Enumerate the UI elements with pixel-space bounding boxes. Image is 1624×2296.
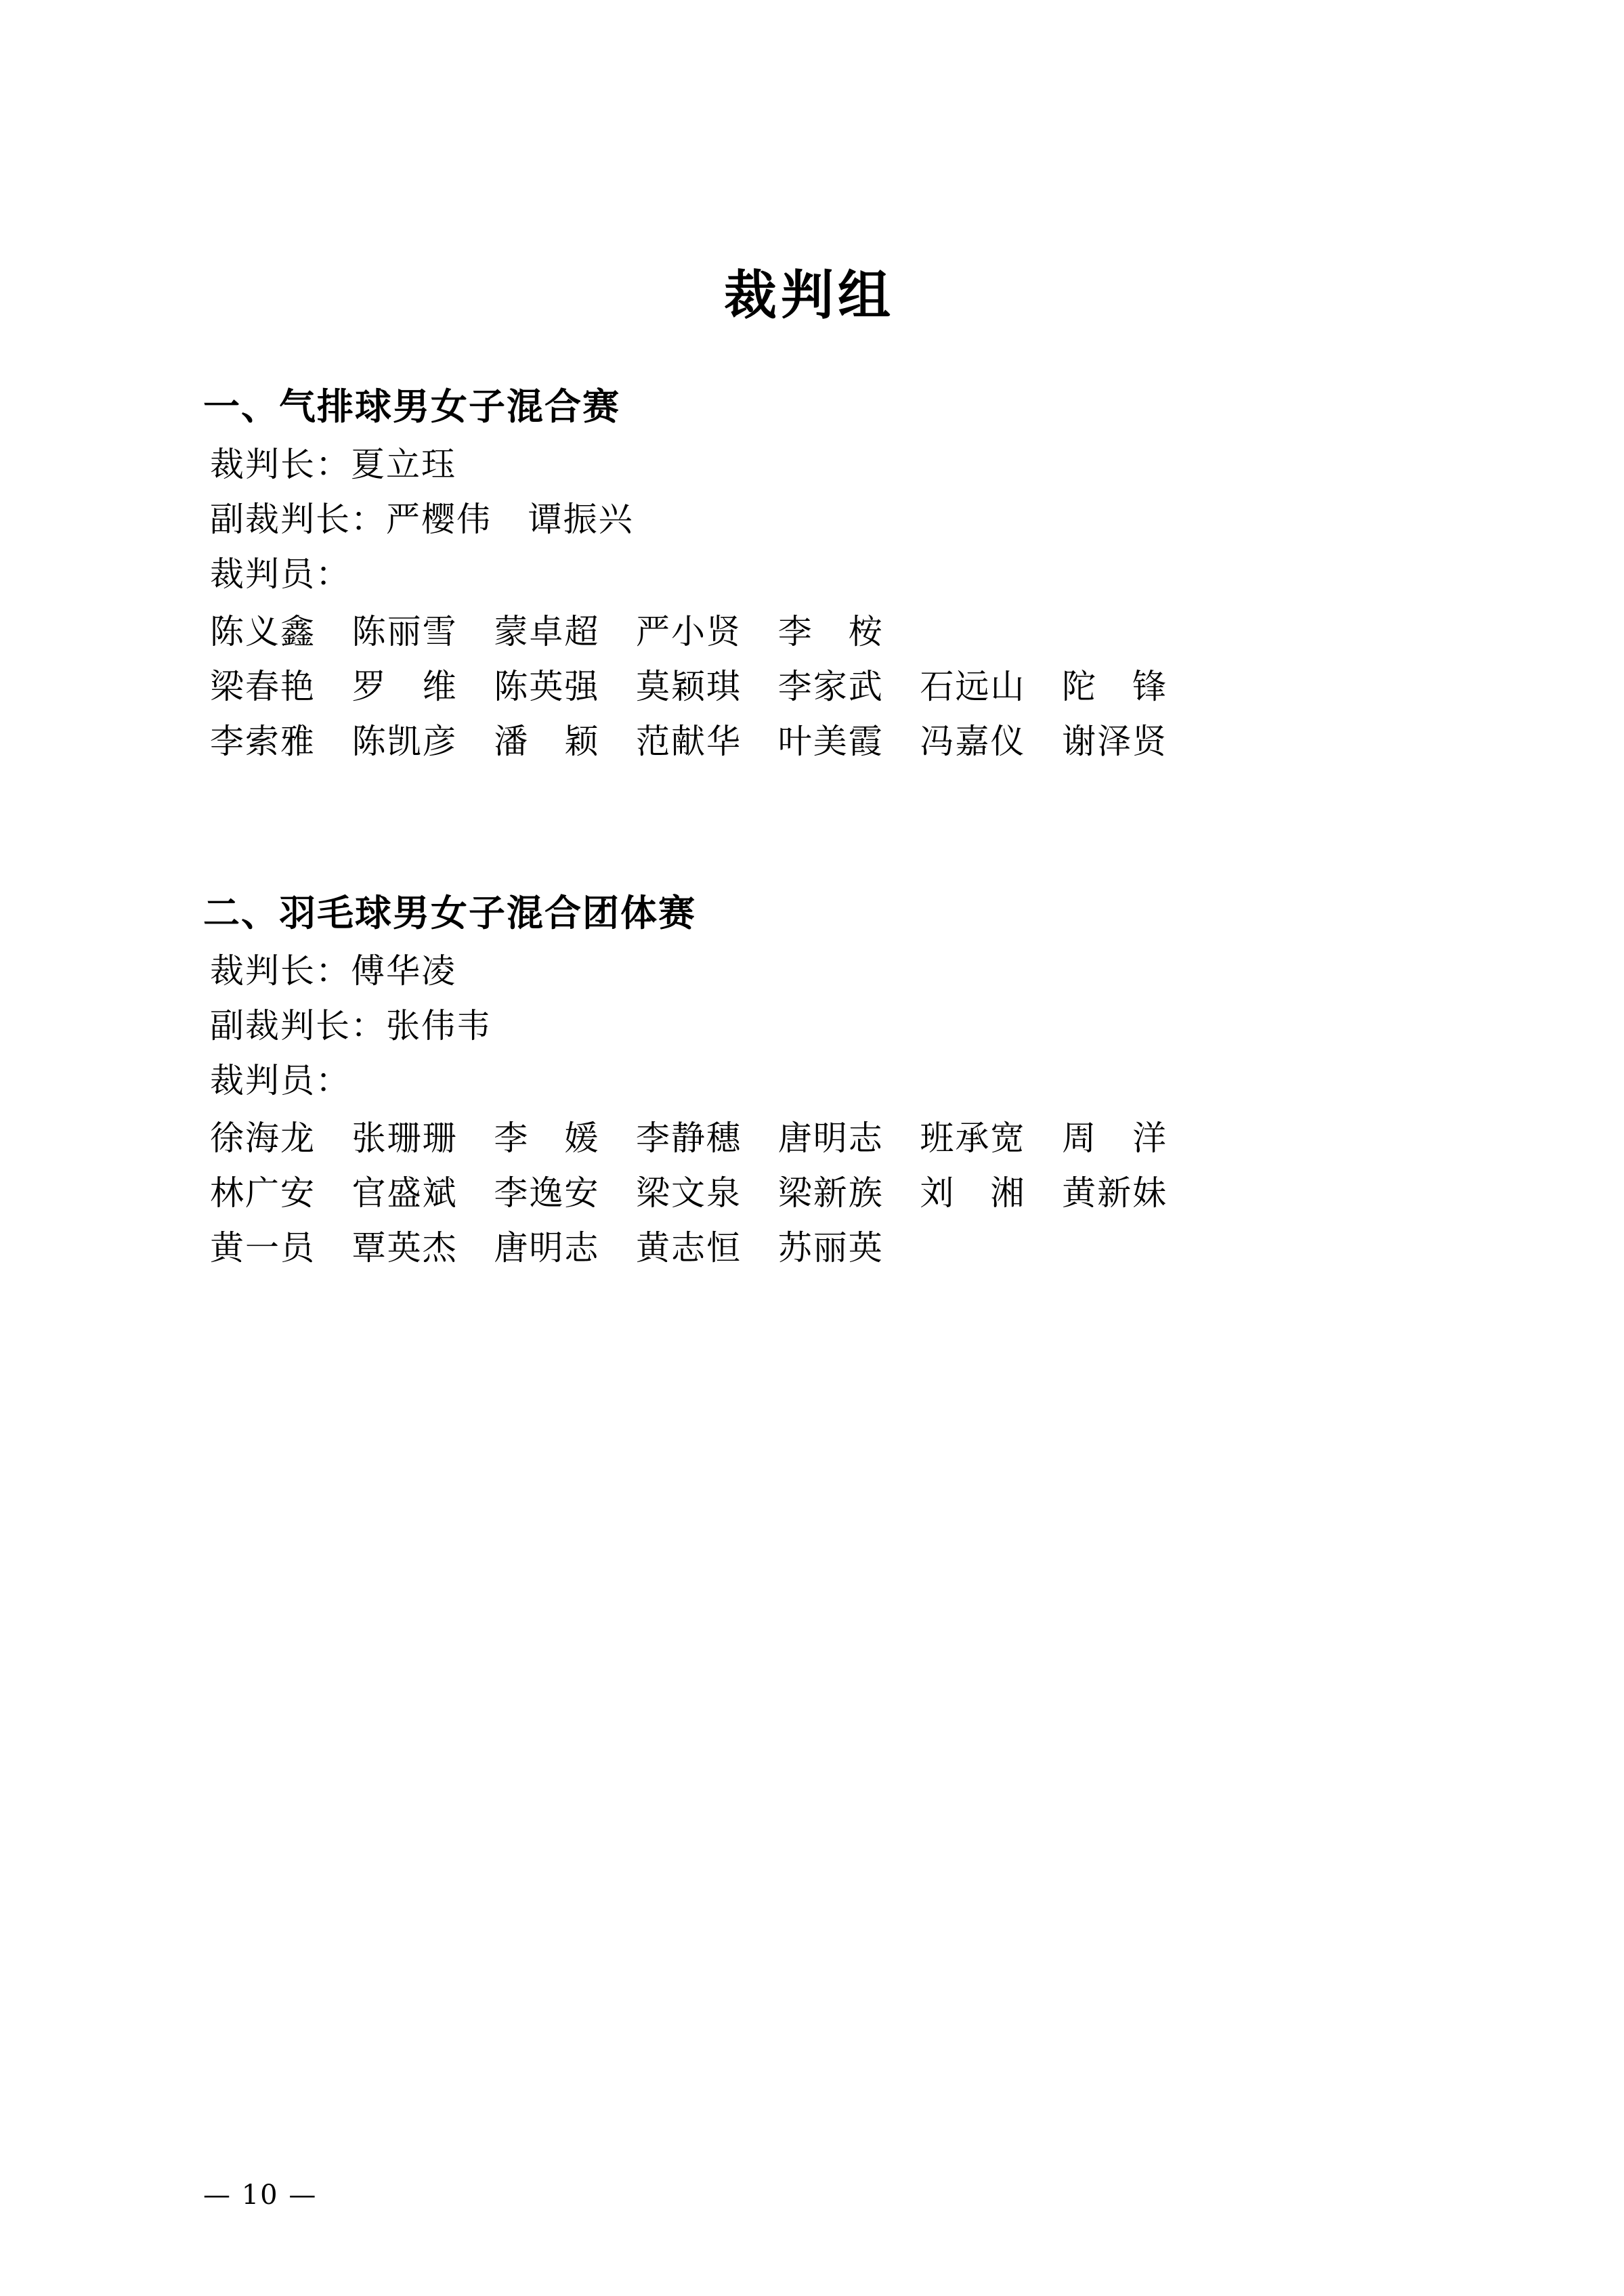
- chief-referee-name: 傅华凌: [351, 951, 456, 991]
- section-spacer: [203, 769, 1415, 834]
- page-title: 裁判组: [723, 265, 895, 326]
- chief-referee-name: 夏立珏: [351, 444, 456, 484]
- chief-referee-label: 裁判长：: [210, 951, 351, 991]
- referee-name-row: 徐海龙 张珊珊 李 媛 李静穗 唐明志 班承宽 周 洋: [210, 1119, 1168, 1158]
- section-volleyball: [203, 381, 1415, 769]
- section-badminton: [203, 887, 1415, 1276]
- deputy-chief-referee-names: 张伟韦: [386, 1006, 492, 1046]
- section-heading: 一、气排球男女子混合赛: [203, 385, 620, 428]
- referee-name-row: 梁春艳 罗 维 陈英强 莫颖琪 李家武 石远山 陀 锋: [210, 666, 1168, 706]
- referee-name-list: [203, 1111, 1415, 1276]
- deputy-chief-referee-line: [203, 492, 1415, 547]
- page-number: — 10 —: [203, 2180, 318, 2211]
- deputy-chief-referee-label: 副裁判长：: [210, 499, 386, 539]
- referees-label: 裁判员：: [210, 1061, 351, 1101]
- deputy-chief-referee-names: 严樱伟 谭振兴: [386, 499, 634, 539]
- referee-name-row: 陈义鑫 陈丽雪 蒙卓超 严小贤 李 桉: [210, 611, 884, 651]
- chief-referee-label: 裁判长：: [210, 444, 351, 484]
- referee-name-row: 林广安 官盛斌 李逸安 梁文泉 梁新族 刘 湘 黄新妹: [210, 1173, 1168, 1213]
- section-heading: 二、羽毛球男女子混合团体赛: [203, 891, 696, 934]
- chief-referee-line: [203, 437, 1415, 492]
- deputy-chief-referee-line: [203, 999, 1415, 1054]
- referees-label: 裁判员：: [210, 554, 351, 594]
- referee-name-row: 李索雅 陈凯彦 潘 颖 范献华 叶美霞 冯嘉仪 谢泽贤: [210, 721, 1168, 761]
- chief-referee-line: [203, 944, 1415, 999]
- document-body: [203, 0, 1415, 1276]
- referee-name-row: 黄一员 覃英杰 唐明志 黄志恒 苏丽英: [210, 1228, 884, 1268]
- deputy-chief-referee-label: 副裁判长：: [210, 1006, 386, 1046]
- referee-name-list: [203, 605, 1415, 769]
